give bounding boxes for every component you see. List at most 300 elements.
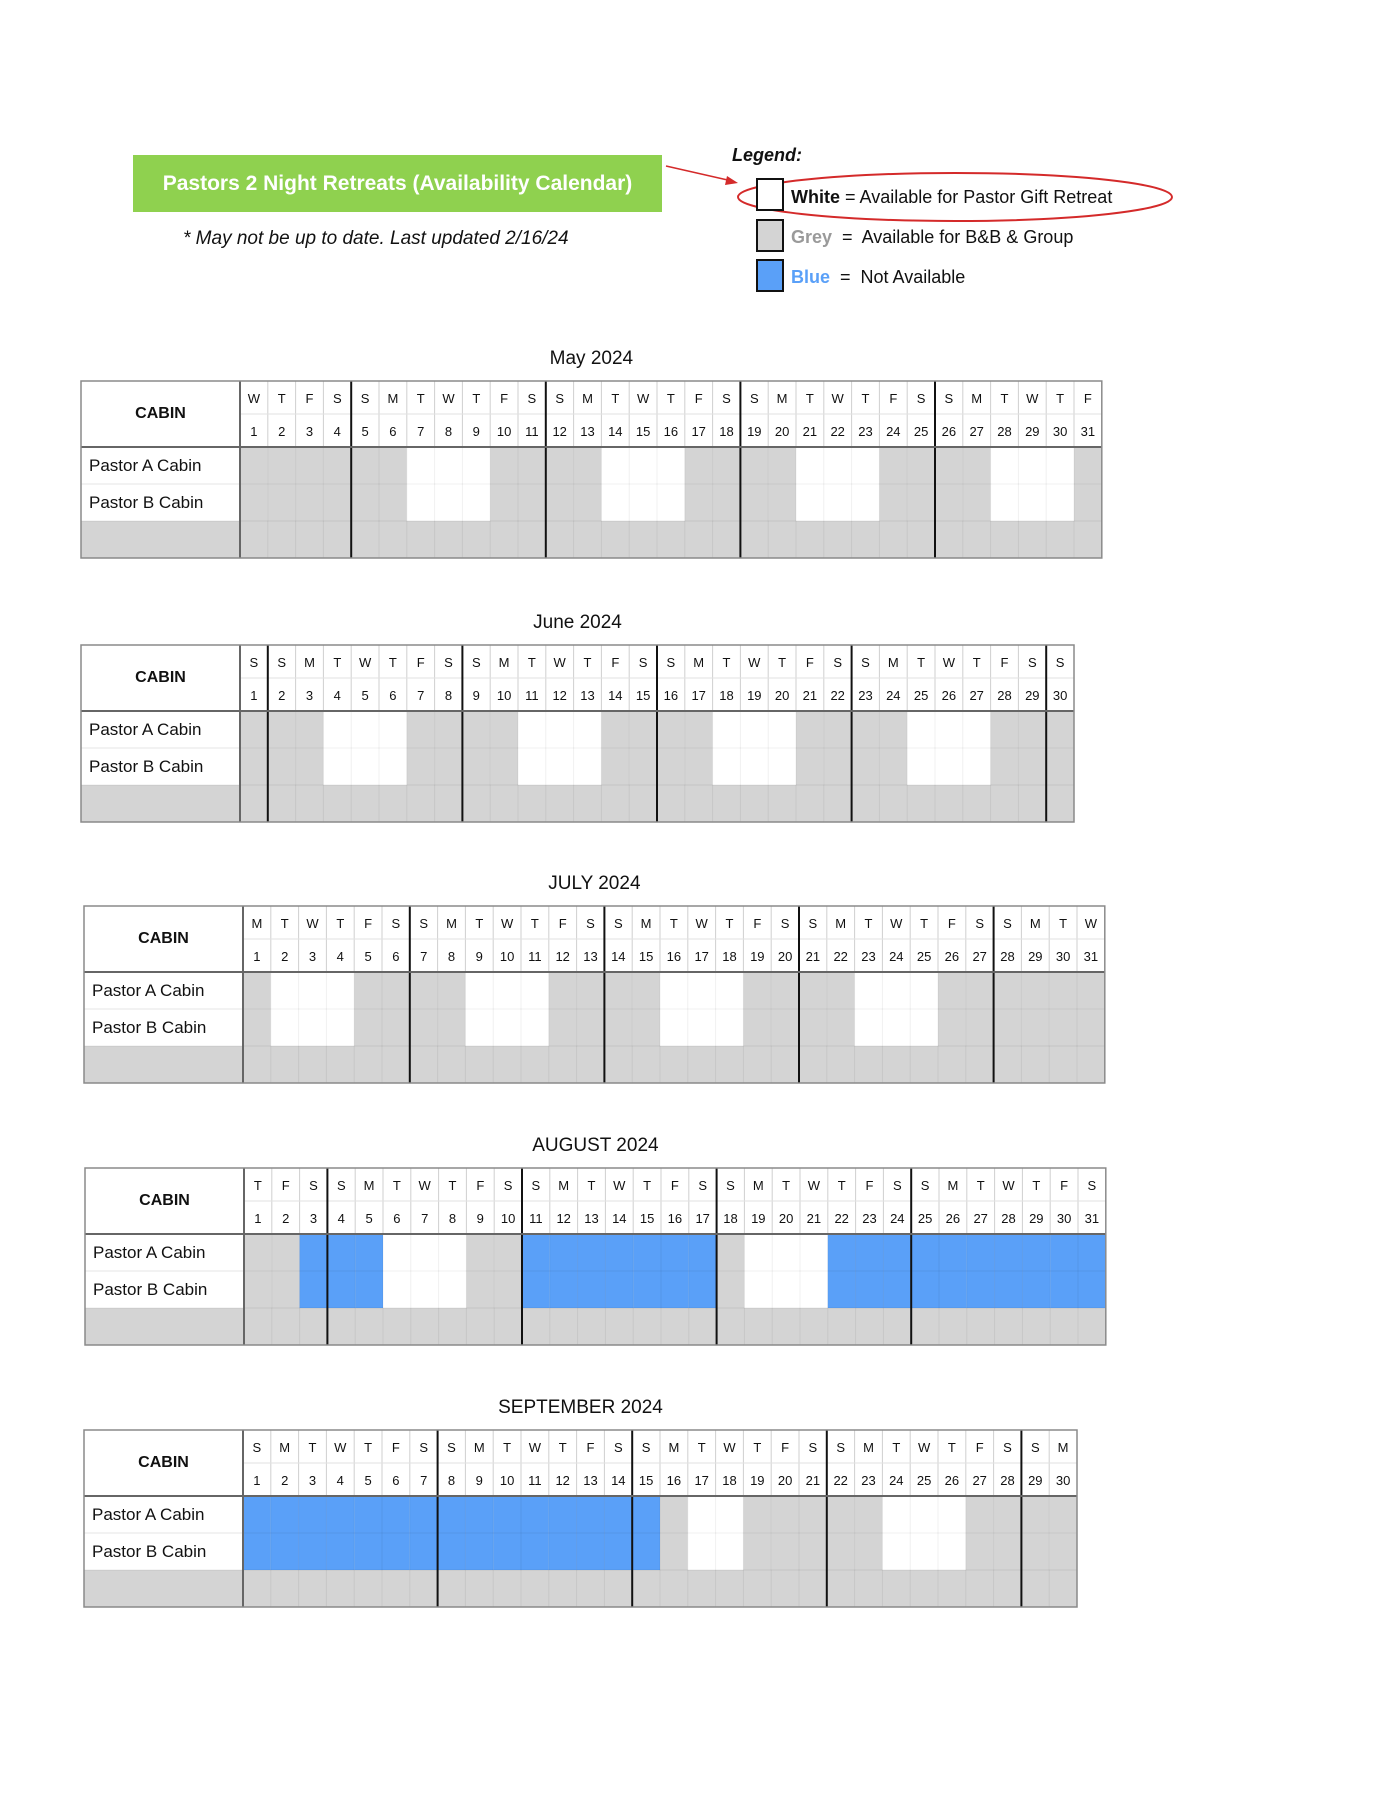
date-label: 9 <box>472 424 480 439</box>
day-cell-available <box>938 1533 966 1570</box>
date-label: 26 <box>941 424 957 439</box>
weekday-label: W <box>500 916 514 931</box>
date-label: 28 <box>1001 1211 1016 1226</box>
weekday-label: W <box>748 655 761 670</box>
day-cell-unavailable <box>493 1496 521 1533</box>
date-label: 18 <box>719 688 734 703</box>
date-label: 13 <box>580 688 595 703</box>
day-cell-unavailable <box>410 1533 438 1570</box>
weekday-label: T <box>972 655 981 670</box>
date-label: 13 <box>583 1473 598 1488</box>
weekday-label: S <box>419 916 429 931</box>
calendar-footer-row <box>84 1570 1077 1607</box>
day-cell-unavailable <box>549 1533 577 1570</box>
weekday-label: F <box>1083 391 1092 406</box>
weekday-label: S <box>336 1178 346 1193</box>
weekday-label: T <box>1032 1178 1041 1193</box>
date-label: 1 <box>250 688 258 703</box>
weekday-label: S <box>309 1178 318 1193</box>
weekday-label: F <box>753 916 762 931</box>
weekday-label: T <box>472 391 481 406</box>
weekday-label: T <box>837 1178 846 1193</box>
weekday-label: F <box>670 1178 679 1193</box>
weekday-label: T <box>392 1178 401 1193</box>
weekday-label: S <box>1003 916 1012 931</box>
cabin-row-label: Pastor B Cabin <box>89 493 204 512</box>
weekday-label: W <box>334 1440 347 1455</box>
cabin-row-label: Pastor A Cabin <box>93 1243 206 1262</box>
date-label: 30 <box>1052 424 1068 439</box>
legend-separator: = <box>840 187 860 207</box>
day-cell-unavailable <box>577 1496 605 1533</box>
cabin-row-label: Pastor B Cabin <box>93 1280 208 1299</box>
day-cell-unavailable <box>271 1533 299 1570</box>
weekday-label: T <box>583 655 592 670</box>
date-label: 10 <box>496 424 512 439</box>
date-label: 7 <box>417 688 425 703</box>
legend-keyword-grey: Grey <box>791 227 833 247</box>
weekday-label: T <box>1000 391 1009 406</box>
weekday-label: W <box>613 1178 626 1193</box>
date-label: 1 <box>254 1211 262 1226</box>
weekday-label: T <box>475 916 484 931</box>
date-label: 21 <box>802 688 818 703</box>
legend-text-blue: Not Available <box>860 267 966 287</box>
weekday-label: S <box>780 916 790 931</box>
day-cell-grey <box>855 1496 883 1533</box>
day-cell-unavailable <box>326 1533 354 1570</box>
day-cell-grey <box>1021 1533 1049 1570</box>
date-label: 6 <box>393 1211 401 1226</box>
date-label: 8 <box>447 949 456 964</box>
date-label: 21 <box>806 1211 822 1226</box>
date-label: 17 <box>694 949 709 964</box>
weekday-label: S <box>833 655 843 670</box>
weekday-label: T <box>416 391 425 406</box>
cabin-row-label: Pastor A Cabin <box>89 456 202 475</box>
weekday-label: T <box>558 1440 567 1455</box>
date-label: 11 <box>528 949 542 964</box>
legend-keyword-white: White <box>791 187 840 207</box>
weekday-label: S <box>666 655 676 670</box>
weekday-label: F <box>865 1178 874 1193</box>
date-label: 29 <box>1025 688 1040 703</box>
weekday-label: T <box>753 1440 762 1455</box>
weekday-label: W <box>890 916 903 931</box>
weekday-label: F <box>1000 655 1009 670</box>
date-label: 14 <box>611 949 626 964</box>
date-label: 16 <box>666 1473 682 1488</box>
day-cell-unavailable <box>382 1496 410 1533</box>
day-cell-available <box>882 1533 910 1570</box>
weekday-label: W <box>807 1178 821 1193</box>
date-label: 28 <box>997 424 1012 439</box>
day-cell-grey <box>799 1533 827 1570</box>
date-label: 21 <box>802 424 818 439</box>
month-title: JULY 2024 <box>548 873 641 894</box>
weekday-label: S <box>975 916 985 931</box>
day-cell-unavailable <box>410 1496 438 1533</box>
weekday-label: S <box>1027 655 1037 670</box>
date-label: 24 <box>890 1211 905 1226</box>
weekday-label: T <box>527 655 536 670</box>
date-label: 16 <box>663 424 679 439</box>
date-label: 22 <box>833 949 848 964</box>
weekday-label: T <box>861 391 870 406</box>
cabin-row-label: Pastor B Cabin <box>92 1542 207 1561</box>
date-label: 9 <box>472 688 480 703</box>
date-label: 27 <box>972 949 987 964</box>
weekday-label: S <box>531 1178 541 1193</box>
weekday-label: T <box>587 1178 596 1193</box>
date-label: 7 <box>417 424 425 439</box>
date-label: 3 <box>308 1473 317 1488</box>
date-label: 24 <box>889 949 904 964</box>
date-label: 17 <box>695 1211 710 1226</box>
weekday-label: S <box>749 391 759 406</box>
weekday-label: S <box>726 1178 735 1193</box>
date-label: 12 <box>556 1211 571 1226</box>
weekday-label: T <box>778 655 787 670</box>
weekday-label: T <box>864 916 873 931</box>
date-label: 11 <box>529 1211 543 1226</box>
day-cell-unavailable <box>438 1533 466 1570</box>
cabin-row-label: Pastor B Cabin <box>89 757 204 776</box>
date-label: 7 <box>421 1211 429 1226</box>
date-label: 15 <box>635 688 651 703</box>
weekday-label: F <box>558 916 567 931</box>
weekday-label: S <box>1030 1440 1040 1455</box>
date-label: 31 <box>1084 1211 1100 1226</box>
day-cell-unavailable <box>354 1533 382 1570</box>
weekday-label: S <box>808 1440 818 1455</box>
day-cell-unavailable <box>604 1496 632 1533</box>
date-label: 1 <box>253 949 261 964</box>
weekday-label: F <box>947 916 956 931</box>
weekday-label: F <box>586 1440 595 1455</box>
date-label: 8 <box>444 424 453 439</box>
date-label: 19 <box>747 688 762 703</box>
weekday-label: M <box>835 916 847 931</box>
weekday-label: T <box>1059 916 1068 931</box>
date-label: 20 <box>777 1473 793 1488</box>
weekday-label: M <box>363 1178 375 1193</box>
legend-title: Legend: <box>732 145 802 165</box>
weekday-label: T <box>643 1178 652 1193</box>
cabin-row-label: Pastor A Cabin <box>92 981 205 1000</box>
date-label: 6 <box>389 688 397 703</box>
weekday-label: S <box>916 391 926 406</box>
date-label: 25 <box>916 949 932 964</box>
day-cell-grey <box>1049 1533 1077 1570</box>
date-label: 25 <box>917 1211 933 1226</box>
weekday-label: W <box>553 655 566 670</box>
day-cell-unavailable <box>243 1496 271 1533</box>
cabin-column-header: CABIN <box>138 930 189 947</box>
weekday-label: W <box>636 391 650 406</box>
weekday-label: T <box>388 655 397 670</box>
weekday-label: T <box>725 916 734 931</box>
date-label: 26 <box>945 1211 961 1226</box>
date-label: 18 <box>722 1473 737 1488</box>
date-label: 27 <box>972 1473 987 1488</box>
date-label: 26 <box>944 949 960 964</box>
date-label: 25 <box>913 688 929 703</box>
weekday-label: W <box>1026 391 1039 406</box>
date-label: 7 <box>420 1473 428 1488</box>
weekday-label: F <box>416 655 425 670</box>
weekday-label: W <box>1084 916 1098 931</box>
weekday-label: F <box>476 1178 485 1193</box>
weekday-label: S <box>722 391 731 406</box>
weekday-label: M <box>446 916 457 931</box>
date-label: 31 <box>1080 424 1096 439</box>
weekday-label: T <box>308 1440 317 1455</box>
weekday-label: T <box>253 1178 262 1193</box>
weekday-label: T <box>503 1440 512 1455</box>
weekday-label: S <box>1003 1440 1012 1455</box>
date-label: 3 <box>309 1211 318 1226</box>
day-cell-unavailable <box>465 1533 493 1570</box>
weekday-label: W <box>442 391 455 406</box>
date-label: 28 <box>997 688 1012 703</box>
cabin-column-header: CABIN <box>135 669 186 686</box>
date-label: 13 <box>580 424 595 439</box>
weekday-label: S <box>892 1178 902 1193</box>
month-title: SEPTEMBER 2024 <box>498 1397 663 1418</box>
weekday-label: S <box>920 1178 930 1193</box>
weekday-label: M <box>279 1440 291 1455</box>
day-cell-unavailable <box>299 1496 327 1533</box>
weekday-label: F <box>391 1440 400 1455</box>
date-label: 23 <box>861 949 876 964</box>
weekday-label: T <box>336 916 345 931</box>
weekday-label: F <box>500 391 509 406</box>
date-label: 22 <box>830 688 845 703</box>
weekday-label: M <box>1057 1440 1069 1455</box>
day-cell-unavailable <box>271 1496 299 1533</box>
date-label: 4 <box>333 424 341 439</box>
date-label: 11 <box>528 1473 542 1488</box>
weekday-label: T <box>805 391 814 406</box>
date-label: 12 <box>552 688 567 703</box>
date-label: 13 <box>584 1211 599 1226</box>
day-cell-grey <box>771 1533 799 1570</box>
date-label: 27 <box>969 424 984 439</box>
weekday-label: T <box>697 1440 706 1455</box>
date-label: 31 <box>1083 949 1099 964</box>
day-cell-available <box>882 1496 910 1533</box>
weekday-label: W <box>358 655 372 670</box>
date-label: 4 <box>337 1211 345 1226</box>
date-label: 26 <box>944 1473 960 1488</box>
weekday-label: F <box>781 1440 790 1455</box>
weekday-label: S <box>444 655 453 670</box>
date-label: 2 <box>281 1473 289 1488</box>
day-cell-unavailable <box>632 1533 660 1570</box>
weekday-label: W <box>1002 1178 1015 1193</box>
cabin-column-header: CABIN <box>139 1192 190 1209</box>
date-label: 6 <box>389 424 397 439</box>
date-label: 20 <box>774 424 790 439</box>
date-label: 17 <box>691 688 706 703</box>
date-label: 22 <box>830 424 845 439</box>
legend-keyword-blue: Blue <box>791 267 831 287</box>
weekday-label: W <box>723 1440 736 1455</box>
cabin-row-label: Pastor B Cabin <box>92 1018 207 1037</box>
date-label: 15 <box>638 949 654 964</box>
weekday-label: W <box>306 916 319 931</box>
weekday-label: T <box>1056 391 1065 406</box>
weekday-label: M <box>1029 916 1041 931</box>
weekday-label: S <box>503 1178 513 1193</box>
date-label: 3 <box>308 949 317 964</box>
weekday-label: S <box>613 1440 623 1455</box>
weekday-label: M <box>251 916 263 931</box>
date-label: 17 <box>694 1473 709 1488</box>
date-label: 8 <box>448 1211 457 1226</box>
date-label: 16 <box>667 1211 683 1226</box>
date-label: 4 <box>336 1473 344 1488</box>
weekday-label: F <box>611 655 620 670</box>
date-label: 24 <box>886 688 901 703</box>
weekday-label: S <box>447 1440 456 1455</box>
day-cell-grey <box>660 1533 688 1570</box>
weekday-label: S <box>641 1440 651 1455</box>
weekday-label: W <box>917 1440 931 1455</box>
weekday-label: W <box>528 1440 542 1455</box>
weekday-label: S <box>944 391 954 406</box>
day-cell-unavailable <box>577 1533 605 1570</box>
date-label: 7 <box>420 949 428 964</box>
date-label: 2 <box>278 688 286 703</box>
date-label: 30 <box>1056 1211 1072 1226</box>
day-cell-grey <box>771 1496 799 1533</box>
weekday-label: S <box>471 655 481 670</box>
date-label: 30 <box>1055 949 1071 964</box>
day-cell-grey <box>1049 1496 1077 1533</box>
day-cell-grey <box>966 1496 994 1533</box>
weekday-label: T <box>364 1440 373 1455</box>
date-label: 29 <box>1025 424 1040 439</box>
date-label: 4 <box>333 688 341 703</box>
month-title: AUGUST 2024 <box>532 1135 659 1156</box>
page-title: Pastors 2 Night Retreats (Availability Calendar) <box>162 171 633 195</box>
day-cell-unavailable <box>438 1496 466 1533</box>
day-cell-grey <box>994 1496 1022 1533</box>
date-label: 23 <box>861 1473 876 1488</box>
date-label: 28 <box>1000 949 1015 964</box>
weekday-label: W <box>418 1178 431 1193</box>
day-cell-grey <box>660 1496 688 1533</box>
date-label: 10 <box>496 688 512 703</box>
day-cell-available <box>716 1533 744 1570</box>
weekday-label: M <box>582 391 593 406</box>
date-label: 17 <box>691 424 706 439</box>
weekday-label: W <box>247 391 261 406</box>
cabin-row-label: Pastor A Cabin <box>89 720 202 739</box>
legend-separator: = <box>830 267 861 287</box>
weekday-label: T <box>782 1178 791 1193</box>
date-label: 25 <box>916 1473 932 1488</box>
weekday-label: T <box>333 655 342 670</box>
date-label: 1 <box>250 424 258 439</box>
date-label: 21 <box>805 949 821 964</box>
weekday-label: S <box>613 916 623 931</box>
day-cell-unavailable <box>521 1533 549 1570</box>
date-label: 24 <box>889 1473 904 1488</box>
weekday-label: T <box>280 916 289 931</box>
weekday-label: S <box>555 391 565 406</box>
date-label: 5 <box>364 949 372 964</box>
weekday-label: M <box>776 391 788 406</box>
weekday-label: S <box>586 916 595 931</box>
cabin-row-label: Pastor A Cabin <box>92 1505 205 1524</box>
day-cell-available <box>688 1496 716 1533</box>
date-label: 8 <box>444 688 453 703</box>
weekday-label: T <box>669 916 678 931</box>
weekday-label: T <box>611 391 620 406</box>
weekday-label: M <box>887 655 899 670</box>
date-label: 27 <box>969 688 984 703</box>
date-label: 19 <box>747 424 762 439</box>
day-cell-grey <box>799 1496 827 1533</box>
weekday-label: S <box>360 391 370 406</box>
date-label: 19 <box>750 1473 765 1488</box>
weekday-label: F <box>1060 1178 1069 1193</box>
weekday-label: T <box>976 1178 985 1193</box>
date-label: 6 <box>392 1473 400 1488</box>
date-label: 28 <box>1000 1473 1015 1488</box>
date-label: 20 <box>777 949 793 964</box>
date-label: 3 <box>305 688 314 703</box>
weekday-label: S <box>861 655 870 670</box>
date-label: 30 <box>1052 688 1068 703</box>
date-label: 26 <box>941 688 957 703</box>
date-label: 18 <box>723 1211 738 1226</box>
date-label: 9 <box>476 1211 484 1226</box>
date-label: 22 <box>833 1473 848 1488</box>
weekday-label: T <box>947 1440 956 1455</box>
date-label: 10 <box>499 1473 515 1488</box>
weekday-label: F <box>805 655 814 670</box>
date-label: 5 <box>364 1473 372 1488</box>
day-cell-available <box>910 1496 938 1533</box>
date-label: 11 <box>525 688 539 703</box>
date-label: 18 <box>719 424 734 439</box>
month-title: June 2024 <box>533 612 622 633</box>
weekday-label: M <box>387 391 399 406</box>
day-cell-grey <box>743 1496 771 1533</box>
weekday-label: T <box>448 1178 457 1193</box>
date-label: 14 <box>611 1473 626 1488</box>
day-cell-grey <box>827 1533 855 1570</box>
cabin-column-header: CABIN <box>135 405 186 422</box>
date-label: 2 <box>282 1211 290 1226</box>
day-cell-unavailable <box>299 1533 327 1570</box>
date-label: 15 <box>639 1211 655 1226</box>
last-updated-note: * May not be up to date. Last updated 2/16/24 <box>183 228 569 249</box>
date-label: 23 <box>858 424 873 439</box>
day-cell-unavailable <box>326 1496 354 1533</box>
date-label: 14 <box>608 688 623 703</box>
weekday-label: S <box>1087 1178 1097 1193</box>
date-label: 25 <box>913 424 929 439</box>
weekday-label: S <box>527 391 537 406</box>
date-label: 22 <box>834 1211 849 1226</box>
weekday-label: W <box>942 655 956 670</box>
date-label: 14 <box>612 1211 627 1226</box>
